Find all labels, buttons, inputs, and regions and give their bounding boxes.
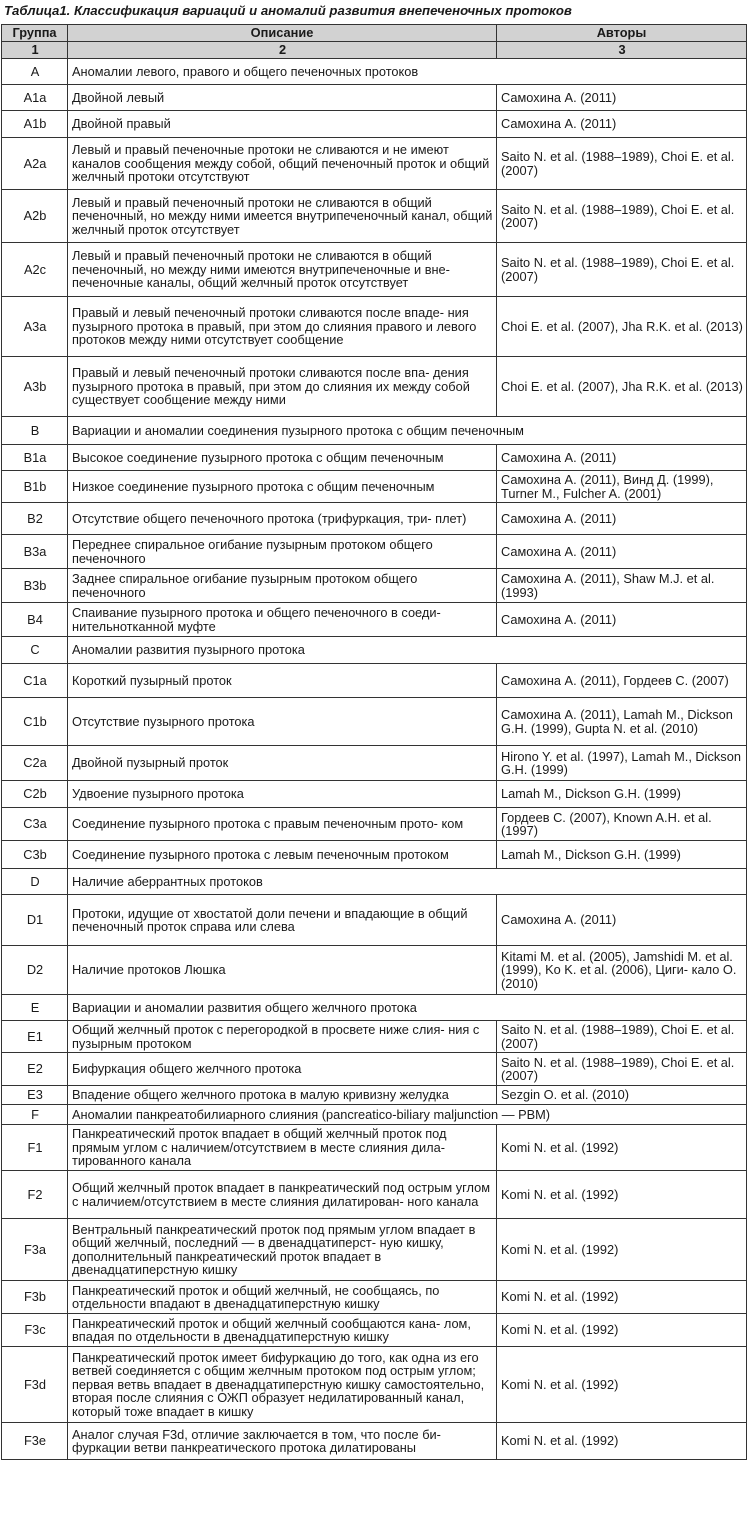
group-cell: F bbox=[2, 1105, 68, 1125]
description-cell: Общий желчный проток впадает в панкреатический под острым углом с наличием/отсутствием в месте слияния дилатирован- ного канала bbox=[68, 1171, 497, 1219]
description-cell: Левый и правый печеночные протоки не сливаются и не имеют каналов сообщения между собой, общий печеночный проток и общий желчный протоки отсутствуют bbox=[68, 138, 497, 190]
authors-cell: Lamah M., Dickson G.H. (1999) bbox=[497, 841, 747, 869]
column-number-row bbox=[2, 42, 747, 59]
description-cell: Наличие протоков Люшка bbox=[68, 946, 497, 995]
authors-cell: Гордеев С. (2007), Known A.H. et al. (1997) bbox=[497, 808, 747, 841]
authors-cell: Самохина А. (2011) bbox=[497, 503, 747, 535]
group-cell: C1a bbox=[2, 664, 68, 698]
authors-cell: Hirono Y. et al. (1997), Lamah M., Dickson G.H. (1999) bbox=[497, 746, 747, 781]
group-cell: A2c bbox=[2, 243, 68, 297]
description-cell: Правый и левый печеночный протоки сливаются после впаде- ния пузырного протока в правый, при этом до слияния правого и левого протоков между ними отсутствует сообщение bbox=[68, 297, 497, 357]
group-cell: A2b bbox=[2, 190, 68, 243]
authors-cell: Saito N. et al. (1988–1989), Choi E. et al. (2007) bbox=[497, 1021, 747, 1053]
authors-cell: Самохина А. (2011) bbox=[497, 535, 747, 569]
group-header-row bbox=[2, 995, 747, 1021]
table-row bbox=[2, 946, 747, 995]
group-header-row bbox=[2, 59, 747, 85]
group-cell: E2 bbox=[2, 1053, 68, 1086]
authors-cell: Sezgin O. et al. (2010) bbox=[497, 1086, 747, 1105]
group-cell: F3d bbox=[2, 1347, 68, 1423]
group-cell: C2a bbox=[2, 746, 68, 781]
group-header-row bbox=[2, 637, 747, 664]
authors-cell: Saito N. et al. (1988–1989), Choi E. et al. (2007) bbox=[497, 243, 747, 297]
group-cell: F3a bbox=[2, 1219, 68, 1281]
group-cell: E1 bbox=[2, 1021, 68, 1053]
group-header-row bbox=[2, 869, 747, 895]
authors-cell: Самохина А. (2011), Lamah M., Dickson G.H. (1999), Gupta N. et al. (2010) bbox=[497, 698, 747, 746]
header-group: Группа bbox=[2, 25, 68, 42]
table-row bbox=[2, 535, 747, 569]
group-cell: B bbox=[2, 417, 68, 445]
header-authors: Авторы bbox=[497, 25, 747, 42]
table-row bbox=[2, 445, 747, 471]
description-cell: Общий желчный проток с перегородкой в просвете ниже слия- ния с пузырным протоком bbox=[68, 1021, 497, 1053]
description-cell: Панкреатический проток и общий желчный, не сообщаясь, по отдельности впадают в двенадцатиперстную кишку bbox=[68, 1281, 497, 1314]
description-cell: Аномалии развития пузырного протока bbox=[68, 637, 747, 664]
table-row bbox=[2, 1021, 747, 1053]
authors-cell: Komi N. et al. (1992) bbox=[497, 1171, 747, 1219]
table-row bbox=[2, 1053, 747, 1086]
group-header-row bbox=[2, 417, 747, 445]
table-row bbox=[2, 138, 747, 190]
description-cell: Удвоение пузырного протока bbox=[68, 781, 497, 808]
description-cell: Панкреатический проток и общий желчный сообщаются кана- лом, впадая по отдельности в двенадцатиперстную кишку bbox=[68, 1314, 497, 1347]
group-cell: B3b bbox=[2, 569, 68, 603]
column-number-3: 3 bbox=[497, 42, 747, 59]
table-caption: Таблица1. Классификация вариаций и аномалий развития внепеченочных протоков bbox=[4, 3, 572, 18]
table-row bbox=[2, 243, 747, 297]
table-row bbox=[2, 1281, 747, 1314]
group-cell: C3b bbox=[2, 841, 68, 869]
description-cell: Вариации и аномалии соединения пузырного протока с общим печеночным bbox=[68, 417, 747, 445]
authors-cell: Komi N. et al. (1992) bbox=[497, 1125, 747, 1171]
table-row bbox=[2, 1219, 747, 1281]
description-cell: Двойной правый bbox=[68, 111, 497, 138]
authors-cell: Komi N. et al. (1992) bbox=[497, 1423, 747, 1460]
description-cell: Заднее спиральное огибание пузырным протоком общего печеночного bbox=[68, 569, 497, 603]
description-cell: Аномалии левого, правого и общего печеночных протоков bbox=[68, 59, 747, 85]
authors-cell: Choi E. et al. (2007), Jha R.K. et al. (2013) bbox=[497, 297, 747, 357]
description-cell: Двойной левый bbox=[68, 85, 497, 111]
description-cell: Левый и правый печеночный протоки не сливаются в общий печеночный, но между ними имеется внутрипеченочный канал, общий желчный проток отсутствует bbox=[68, 190, 497, 243]
group-cell: A3b bbox=[2, 357, 68, 417]
table-row bbox=[2, 297, 747, 357]
table-row bbox=[2, 781, 747, 808]
description-cell: Бифуркация общего желчного протока bbox=[68, 1053, 497, 1086]
table-row bbox=[2, 664, 747, 698]
description-cell: Аналог случая F3d, отличие заключается в том, что после би- фуркации ветви панкреатического протока дилатированы bbox=[68, 1423, 497, 1460]
group-cell: F3e bbox=[2, 1423, 68, 1460]
column-number-1: 1 bbox=[2, 42, 68, 59]
table-row bbox=[2, 1125, 747, 1171]
table-row bbox=[2, 603, 747, 637]
description-cell: Правый и левый печеночный протоки сливаются после впа- дения пузырного протока в правый, при этом до слияния их между собой существует сообщение между ними bbox=[68, 357, 497, 417]
description-cell: Спаивание пузырного протока и общего печеночного в соеди- нительнотканной муфте bbox=[68, 603, 497, 637]
table-row bbox=[2, 1086, 747, 1105]
table-row bbox=[2, 1347, 747, 1423]
authors-cell: Komi N. et al. (1992) bbox=[497, 1314, 747, 1347]
description-cell: Левый и правый печеночный протоки не сливаются в общий печеночный, но между ними имеются внутрипеченочные и вне- печеночные каналы, общий желчный проток отсутствует bbox=[68, 243, 497, 297]
table-row bbox=[2, 1314, 747, 1347]
table-row bbox=[2, 1423, 747, 1460]
authors-cell: Самохина А. (2011) bbox=[497, 895, 747, 946]
group-cell: D bbox=[2, 869, 68, 895]
table-row bbox=[2, 471, 747, 503]
description-cell: Протоки, идущие от хвостатой доли печени и впадающие в общий печеночный проток справа или слева bbox=[68, 895, 497, 946]
authors-cell: Самохина А. (2011), Гордеев С. (2007) bbox=[497, 664, 747, 698]
group-cell: D1 bbox=[2, 895, 68, 946]
table-row bbox=[2, 569, 747, 603]
group-cell: A1a bbox=[2, 85, 68, 111]
authors-cell: Saito N. et al. (1988–1989), Choi E. et al. (2007) bbox=[497, 138, 747, 190]
table-row bbox=[2, 85, 747, 111]
description-cell: Двойной пузырный проток bbox=[68, 746, 497, 781]
group-cell: F1 bbox=[2, 1125, 68, 1171]
description-cell: Соединение пузырного протока с правым печеночным прото- ком bbox=[68, 808, 497, 841]
description-cell: Аномалии панкреатобилиарного слияния (pancreatico-biliary maljunction — PBM) bbox=[68, 1105, 747, 1125]
column-number-2: 2 bbox=[68, 42, 497, 59]
table-row bbox=[2, 357, 747, 417]
authors-cell: Lamah M., Dickson G.H. (1999) bbox=[497, 781, 747, 808]
description-cell: Вариации и аномалии развития общего желчного протока bbox=[68, 995, 747, 1021]
group-cell: E3 bbox=[2, 1086, 68, 1105]
description-cell: Короткий пузырный проток bbox=[68, 664, 497, 698]
authors-cell: Самохина А. (2011), Shaw M.J. et al. (1993) bbox=[497, 569, 747, 603]
group-cell: A3a bbox=[2, 297, 68, 357]
group-cell: E bbox=[2, 995, 68, 1021]
authors-cell: Самохина А. (2011) bbox=[497, 445, 747, 471]
description-cell: Панкреатический проток имеет бифуркацию до того, как одна из его ветвей соединяется с общим желчным протоком под острым углом; первая ветвь впадает в двенадцатиперстную кишку самостоятельно, вторая после слияния с ОЖП образует недилатированный канал, который тоже впадает в кишку bbox=[68, 1347, 497, 1423]
table-row bbox=[2, 190, 747, 243]
group-cell: F3b bbox=[2, 1281, 68, 1314]
group-cell: F3c bbox=[2, 1314, 68, 1347]
table-body bbox=[2, 59, 747, 1460]
description-cell: Низкое соединение пузырного протока с общим печеночным bbox=[68, 471, 497, 503]
description-cell: Переднее спиральное огибание пузырным протоком общего печеночного bbox=[68, 535, 497, 569]
authors-cell: Komi N. et al. (1992) bbox=[497, 1219, 747, 1281]
table-row bbox=[2, 698, 747, 746]
authors-cell: Kitami M. et al. (2005), Jamshidi M. et al. (1999), Ko K. et al. (2006), Циги- кало О. (2010) bbox=[497, 946, 747, 995]
authors-cell: Самохина А. (2011) bbox=[497, 111, 747, 138]
group-cell: B3a bbox=[2, 535, 68, 569]
authors-cell: Komi N. et al. (1992) bbox=[497, 1347, 747, 1423]
group-cell: C3a bbox=[2, 808, 68, 841]
group-cell: C bbox=[2, 637, 68, 664]
description-cell: Отсутствие общего печеночного протока (трифуркация, три- плет) bbox=[68, 503, 497, 535]
group-cell: B4 bbox=[2, 603, 68, 637]
table-row bbox=[2, 895, 747, 946]
authors-cell: Choi E. et al. (2007), Jha R.K. et al. (2013) bbox=[497, 357, 747, 417]
description-cell: Панкреатический проток впадает в общий желчный проток под прямым углом с наличием/отсутствием в месте слияния дила- тированного канала bbox=[68, 1125, 497, 1171]
description-cell: Высокое соединение пузырного протока с общим печеночным bbox=[68, 445, 497, 471]
table-row bbox=[2, 1171, 747, 1219]
group-cell: B1b bbox=[2, 471, 68, 503]
group-cell: C2b bbox=[2, 781, 68, 808]
group-cell: C1b bbox=[2, 698, 68, 746]
group-cell: B2 bbox=[2, 503, 68, 535]
description-cell: Соединение пузырного протока с левым печеночным протоком bbox=[68, 841, 497, 869]
authors-cell: Самохина А. (2011) bbox=[497, 85, 747, 111]
table-row bbox=[2, 503, 747, 535]
group-cell: A bbox=[2, 59, 68, 85]
table-row bbox=[2, 111, 747, 138]
authors-cell: Saito N. et al. (1988–1989), Choi E. et al. (2007) bbox=[497, 1053, 747, 1086]
description-cell: Наличие аберрантных протоков bbox=[68, 869, 747, 895]
group-cell: D2 bbox=[2, 946, 68, 995]
group-cell: A1b bbox=[2, 111, 68, 138]
description-cell: Вентральный панкреатический проток под прямым углом впадает в общий желчный, последний — в двенадцатиперст- ную кишку, дополнительный панкреатический проток впадает в двенадцатиперстную кишку bbox=[68, 1219, 497, 1281]
classification-table bbox=[1, 24, 747, 1460]
authors-cell: Самохина А. (2011) bbox=[497, 603, 747, 637]
description-cell: Отсутствие пузырного протока bbox=[68, 698, 497, 746]
group-cell: A2a bbox=[2, 138, 68, 190]
table-row bbox=[2, 808, 747, 841]
authors-cell: Komi N. et al. (1992) bbox=[497, 1281, 747, 1314]
table-row bbox=[2, 746, 747, 781]
table-row bbox=[2, 841, 747, 869]
description-cell: Впадение общего желчного протока в малую кривизну желудка bbox=[68, 1086, 497, 1105]
group-header-row bbox=[2, 1105, 747, 1125]
authors-cell: Самохина А. (2011), Винд Д. (1999), Turner M., Fulcher A. (2001) bbox=[497, 471, 747, 503]
authors-cell: Saito N. et al. (1988–1989), Choi E. et al. (2007) bbox=[497, 190, 747, 243]
group-cell: B1a bbox=[2, 445, 68, 471]
header-row bbox=[2, 25, 747, 42]
group-cell: F2 bbox=[2, 1171, 68, 1219]
header-description: Описание bbox=[68, 25, 497, 42]
